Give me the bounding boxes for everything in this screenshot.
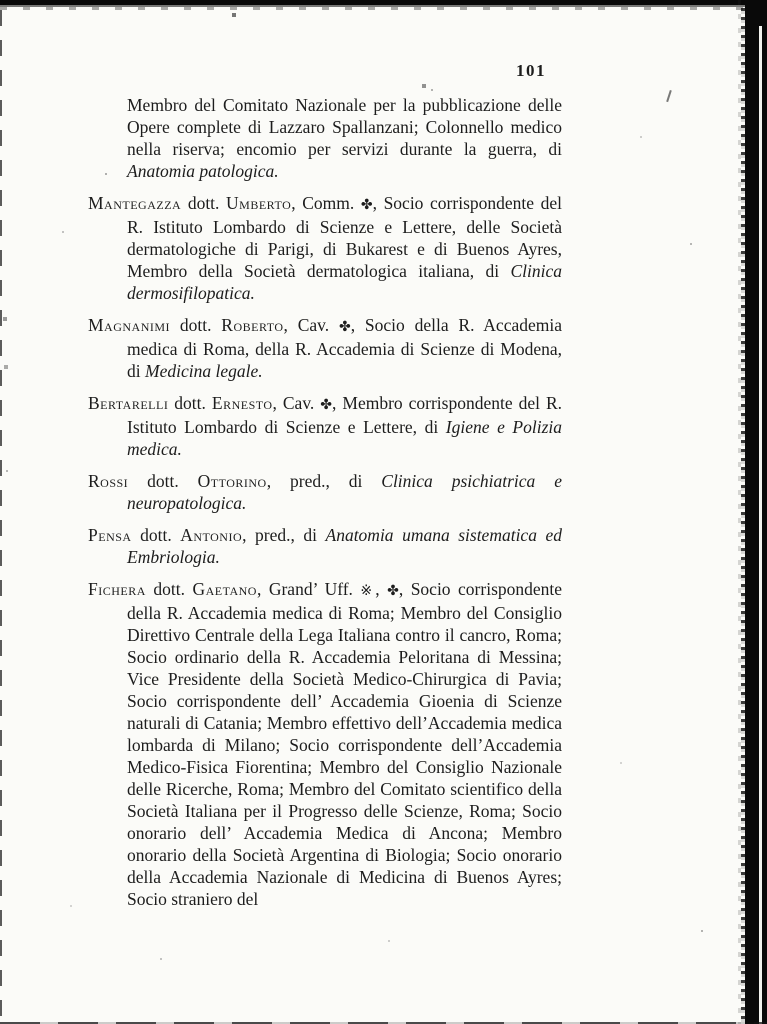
text-segment: Pensa [88, 525, 132, 545]
scan-border-left [0, 10, 2, 1018]
cross-decoration-icon: ✤ [338, 319, 351, 335]
text-segment: Clinica psichiatrica e neuropatologica. [127, 471, 562, 513]
text-segment: Fichera [88, 579, 146, 599]
text-segment: Ottorino [197, 471, 267, 491]
scan-noise-speckles [0, 0, 2, 2]
text-segment: Anatomia umana sistematica ed Embriologia. [127, 525, 562, 567]
scan-border-right-ragged [741, 8, 745, 1024]
text-segment: Antonio [180, 525, 243, 545]
star-decoration-icon: ※ [360, 583, 376, 599]
cross-decoration-icon: ✤ [320, 397, 333, 413]
paragraph-continuation [127, 94, 562, 182]
text-segment: Ernesto [211, 393, 273, 413]
text-segment: dott. [145, 579, 193, 599]
text-segment: , [375, 579, 388, 599]
text-segment: Gaetano [192, 579, 257, 599]
text-segment: dott. [181, 193, 227, 213]
entry-magnanimi [88, 314, 562, 382]
scan-border-top-ragged [0, 7, 745, 10]
text-segment: Anatomia patologica. [127, 161, 279, 181]
cross-decoration-icon: ✤ [387, 583, 399, 599]
entry-bertarelli [88, 392, 562, 460]
text-segment: , Grand’ Uff. [256, 579, 361, 599]
text-segment: dott. [170, 315, 222, 335]
scan-stray-mark [666, 90, 671, 102]
text-segment: dott. [131, 525, 181, 545]
text-segment: , Socio della R. Accademia medica di Roma, della R. Accademia di Scienze di Modena, di [127, 315, 562, 381]
text-segment: Clinica dermosifilopatica. [127, 261, 562, 303]
text-segment: , Socio corrispondente del R. Istituto Lombardo di Scienze e Lettere, delle Società dermatologiche di Parigi, di Bukarest e di Buenos Ayres, Membro della Società dermatologica italiana, di [127, 193, 563, 281]
text-segment: Mantegazza [88, 193, 182, 213]
cross-decoration-icon: ✤ [360, 197, 373, 213]
text-segment: Magnanimi [88, 315, 171, 335]
entry-rossi [88, 470, 562, 514]
entry-mantegazza [88, 192, 562, 304]
text-segment: , pred., di [266, 471, 382, 491]
text-segment: Medicina legale. [145, 361, 263, 381]
scan-border-top [0, 0, 767, 7]
text-segment: , pred., di [242, 525, 326, 545]
text-segment: , Socio corrispondente della R. Accademia medica di Roma; Membro del Consiglio Direttivo Centrale della Lega Italiana contro il cancro, Roma; Socio ordinario della R. Accademia Peloritana di Messina; Vice Presidente della Società Medico-Chirurgica di Pavia; Socio corrispondente dell’ Accademia Gioenia di Scienze naturali di Catania; Membro effettivo dell’Accademia medica lombarda di Milano; Socio corrispondente dell’Accademia Medico-Fisica Fiorentina; Membro del Consiglio Nazionale delle Ricerche, Roma; Membro del Comitato scientifico della Società Italiana per il Progresso delle Scienze, Roma; Socio onorario dell’ Accademia Medica di Ancona; Membro onorario della Società Argentina di Biologia; Socio onorario della Accademia Nazionale di Medicina di Buenos Ayres; Socio straniero del [127, 579, 563, 909]
text-segment: dott. [168, 393, 212, 413]
text-segment: , Comm. [291, 193, 361, 213]
entry-pensa [88, 524, 562, 568]
text-segment: , Cav. [272, 393, 321, 413]
text-segment: Roberto [221, 315, 284, 335]
entry-fichera [88, 578, 562, 910]
text-segment: Rossi [88, 471, 129, 491]
page-number: 101 [516, 61, 546, 80]
scan-border-right [745, 0, 767, 1024]
text-segment: , Cav. [283, 315, 339, 335]
text-block [88, 94, 562, 920]
text-segment: dott. [128, 471, 198, 491]
text-segment: Membro del Comitato Nazionale per la pubblicazione delle Opere complete di Lazzaro Spallanzani; Colonnello medico nella riserva; encomio per servizi durante la guerra, di [127, 95, 562, 159]
text-segment: Igiene e Polizia medica. [127, 417, 562, 459]
scan-border-right-gap [759, 26, 762, 1024]
text-segment: Umberto [226, 193, 292, 213]
text-segment: , Membro corrispondente del R. Istituto Lombardo di Scienze e Lettere, di [127, 393, 562, 437]
text-segment: Bertarelli [88, 393, 169, 413]
